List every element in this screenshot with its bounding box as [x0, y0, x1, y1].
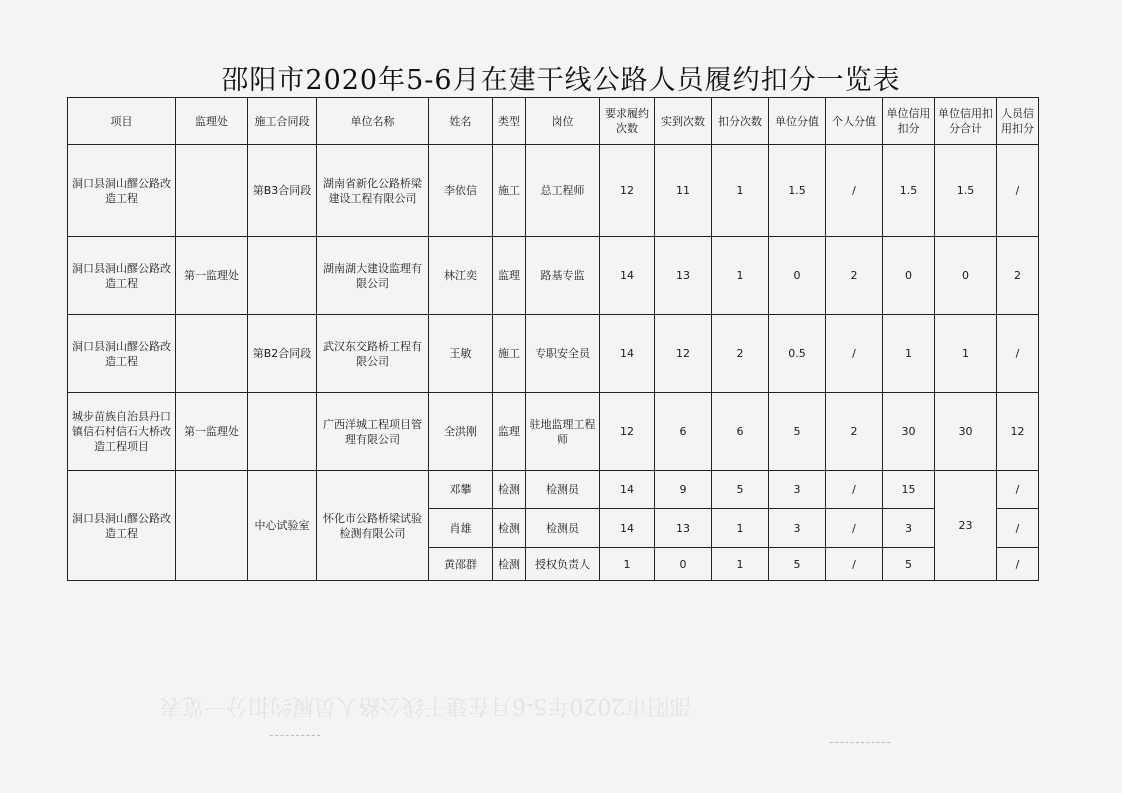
table-row [68, 145, 1039, 237]
deduction-table [67, 97, 1039, 581]
post-cell: 总工程师 [526, 145, 600, 237]
unit-score-cell: 5 [769, 548, 826, 581]
name-cell: 肖雄 [429, 509, 493, 548]
personal-score-cell: 2 [826, 237, 883, 315]
unit-cell: 湖南省新化公路桥梁建设工程有限公司 [317, 145, 429, 237]
project-cell: 洞口县洞山醪公路改造工程 [68, 315, 176, 393]
unit-score-cell: 3 [769, 509, 826, 548]
unit-cell: 广西洋城工程项目管理有限公司 [317, 393, 429, 471]
header-cell: 单位信用扣分 [883, 98, 935, 145]
unit-total-cell: 23 [935, 471, 997, 581]
type-cell: 施工 [493, 145, 526, 237]
required-cell: 12 [600, 145, 655, 237]
table-row [68, 393, 1039, 471]
header-cell: 单位分值 [769, 98, 826, 145]
header-cell: 岗位 [526, 98, 600, 145]
unit-total-cell: 0 [935, 237, 997, 315]
type-cell: 监理 [493, 237, 526, 315]
personal-score-cell: / [826, 509, 883, 548]
scan-mark [270, 735, 320, 740]
unit-credit-cell: 3 [883, 509, 935, 548]
post-cell: 授权负责人 [526, 548, 600, 581]
header-cell: 项目 [68, 98, 176, 145]
personal-score-cell: / [826, 145, 883, 237]
required-cell: 14 [600, 509, 655, 548]
required-cell: 12 [600, 393, 655, 471]
actual-cell: 12 [655, 315, 712, 393]
person-credit-cell: 12 [997, 393, 1039, 471]
unit-credit-cell: 30 [883, 393, 935, 471]
actual-cell: 13 [655, 237, 712, 315]
name-cell: 全洪刚 [429, 393, 493, 471]
unit-total-cell: 30 [935, 393, 997, 471]
supervision-cell: 第一监理处 [176, 237, 248, 315]
unit-total-cell: 1.5 [935, 145, 997, 237]
supervision-cell: 第一监理处 [176, 393, 248, 471]
section-cell: 第B3合同段 [248, 145, 317, 237]
deduct-count-cell: 2 [712, 315, 769, 393]
unit-credit-cell: 5 [883, 548, 935, 581]
name-cell: 邓攀 [429, 471, 493, 509]
post-cell: 驻地监理工程师 [526, 393, 600, 471]
header-cell: 人员信用扣分 [997, 98, 1039, 145]
type-cell: 施工 [493, 315, 526, 393]
supervision-cell [176, 315, 248, 393]
table-row [68, 237, 1039, 315]
section-cell: 第B2合同段 [248, 315, 317, 393]
bleed-through-title: 邵阳市2020年5-6月在建干线公路人员履约扣分一览表 [160, 693, 692, 718]
deduct-count-cell: 5 [712, 471, 769, 509]
person-credit-cell: / [997, 509, 1039, 548]
name-cell: 林江奕 [429, 237, 493, 315]
header-cell: 类型 [493, 98, 526, 145]
unit-cell: 武汉东交路桥工程有限公司 [317, 315, 429, 393]
person-credit-cell: / [997, 471, 1039, 509]
required-cell: 1 [600, 548, 655, 581]
actual-cell: 11 [655, 145, 712, 237]
unit-score-cell: 0.5 [769, 315, 826, 393]
project-cell: 洞口县洞山醪公路改造工程 [68, 237, 176, 315]
actual-cell: 0 [655, 548, 712, 581]
deduct-count-cell: 1 [712, 145, 769, 237]
personal-score-cell: / [826, 548, 883, 581]
person-credit-cell: / [997, 315, 1039, 393]
type-cell: 检测 [493, 509, 526, 548]
actual-cell: 9 [655, 471, 712, 509]
header-row [68, 98, 1039, 145]
header-cell: 施工合同段 [248, 98, 317, 145]
unit-score-cell: 0 [769, 237, 826, 315]
header-cell: 单位信用扣分合计 [935, 98, 997, 145]
table-row [68, 471, 1039, 509]
unit-score-cell: 3 [769, 471, 826, 509]
personal-score-cell: 2 [826, 393, 883, 471]
name-cell: 黄邵群 [429, 548, 493, 581]
scan-mark [830, 742, 890, 747]
required-cell: 14 [600, 237, 655, 315]
unit-credit-cell: 1 [883, 315, 935, 393]
deduct-count-cell: 1 [712, 509, 769, 548]
person-credit-cell: / [997, 548, 1039, 581]
post-cell: 专职安全员 [526, 315, 600, 393]
unit-score-cell: 5 [769, 393, 826, 471]
type-cell: 检测 [493, 548, 526, 581]
header-cell: 实到次数 [655, 98, 712, 145]
deduct-count-cell: 1 [712, 237, 769, 315]
header-cell: 监理处 [176, 98, 248, 145]
type-cell: 检测 [493, 471, 526, 509]
unit-credit-cell: 15 [883, 471, 935, 509]
supervision-cell [176, 471, 248, 581]
deduct-count-cell: 6 [712, 393, 769, 471]
section-cell [248, 393, 317, 471]
name-cell: 李依信 [429, 145, 493, 237]
name-cell: 王敏 [429, 315, 493, 393]
table-row [68, 315, 1039, 393]
unit-cell: 怀化市公路桥梁试验检测有限公司 [317, 471, 429, 581]
person-credit-cell: / [997, 145, 1039, 237]
header-cell: 要求履约次数 [600, 98, 655, 145]
required-cell: 14 [600, 471, 655, 509]
actual-cell: 6 [655, 393, 712, 471]
supervision-cell [176, 145, 248, 237]
unit-score-cell: 1.5 [769, 145, 826, 237]
deduct-count-cell: 1 [712, 548, 769, 581]
personal-score-cell: / [826, 315, 883, 393]
project-cell: 洞口县洞山醪公路改造工程 [68, 471, 176, 581]
unit-total-cell: 1 [935, 315, 997, 393]
type-cell: 监理 [493, 393, 526, 471]
unit-cell: 湖南湖大建设监理有限公司 [317, 237, 429, 315]
project-cell: 洞口县洞山醪公路改造工程 [68, 145, 176, 237]
person-credit-cell: 2 [997, 237, 1039, 315]
post-cell: 路基专监 [526, 237, 600, 315]
header-cell: 姓名 [429, 98, 493, 145]
personal-score-cell: / [826, 471, 883, 509]
unit-credit-cell: 1.5 [883, 145, 935, 237]
header-cell: 个人分值 [826, 98, 883, 145]
required-cell: 14 [600, 315, 655, 393]
project-cell: 城步苗族自治县丹口镇信石村信石大桥改造工程项目 [68, 393, 176, 471]
post-cell: 检测员 [526, 471, 600, 509]
post-cell: 检测员 [526, 509, 600, 548]
page-title: 邵阳市2020年5-6月在建干线公路人员履约扣分一览表 [221, 65, 901, 96]
header-cell: 扣分次数 [712, 98, 769, 145]
actual-cell: 13 [655, 509, 712, 548]
section-cell [248, 237, 317, 315]
section-cell: 中心试验室 [248, 471, 317, 581]
header-cell: 单位名称 [317, 98, 429, 145]
unit-credit-cell: 0 [883, 237, 935, 315]
